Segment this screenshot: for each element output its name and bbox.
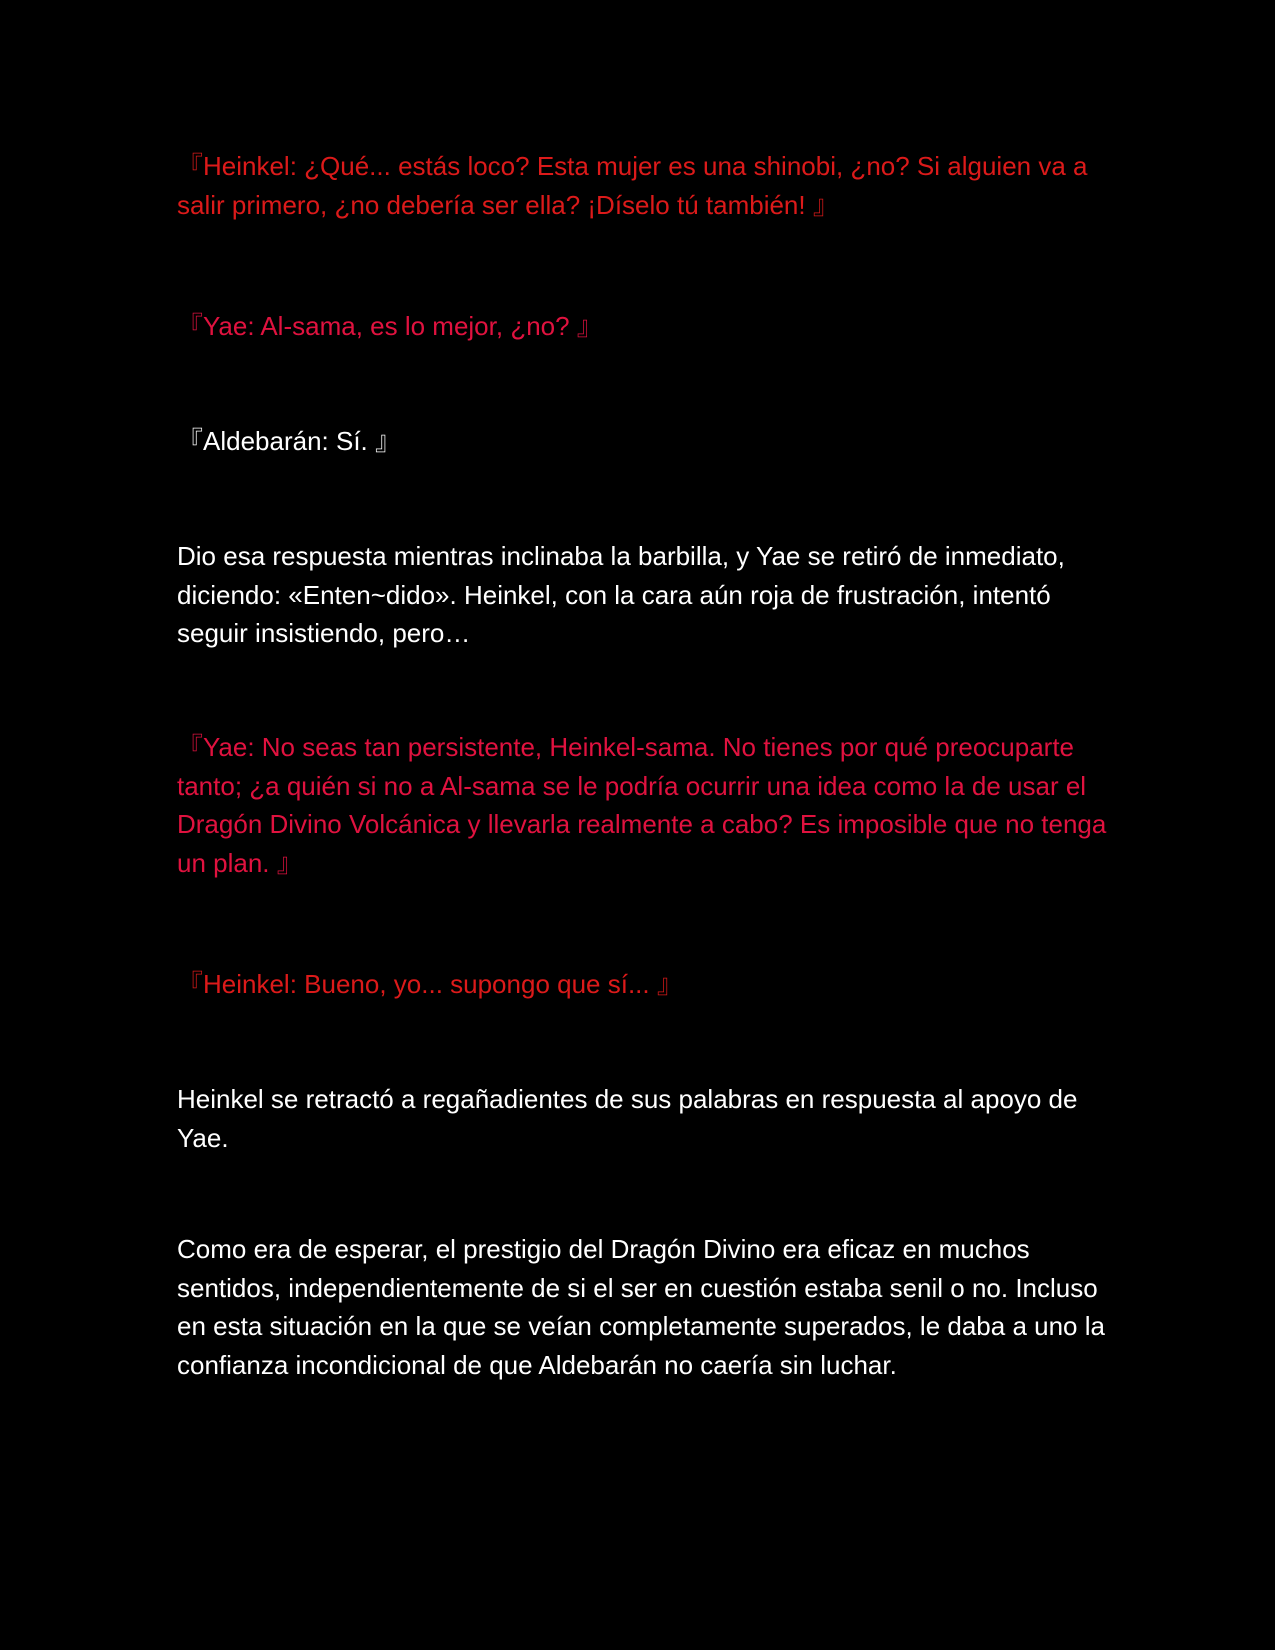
dialogue-yae-1: 『Yae: Al-sama, es lo mejor, ¿no? 』 <box>177 311 603 341</box>
dialogue-yae-2: 『Yae: No seas tan persistente, Heinkel-sama. No tienes por qué preocuparte tanto; ¿a quién si no a Al-sama se le podría ocurrir una idea como la de usar el Dragón Divino Volcánica y llevarla realmente a cabo? Es imposible que no tenga un plan. 』 <box>177 732 1107 878</box>
narration-paragraph-2: Heinkel se retractó a regañadientes de sus palabras en respuesta al apoyo de Yae. <box>177 1084 1078 1153</box>
dialogue-aldebaran-1: 『Aldebarán: Sí. 』 <box>177 426 401 456</box>
dialogue-heinkel-2: 『Heinkel: Bueno, yo... supongo que sí... 』 <box>177 969 683 999</box>
dialogue-heinkel-1: 『Heinkel: ¿Qué... estás loco? Esta mujer es una shinobi, ¿no? Si alguien va a salir primero, ¿no debería ser ella? ¡Díselo tú también! 』 <box>177 151 1088 220</box>
narration-paragraph-1: Dio esa respuesta mientras inclinaba la barbilla, y Yae se retiró de inmediato, diciendo: «Enten~dido». Heinkel, con la cara aún roja de frustración, intentó seguir insistiendo, pero… <box>177 541 1065 648</box>
narration-paragraph-3: Como era de esperar, el prestigio del Dragón Divino era eficaz en muchos sentidos, independientemente de si el ser en cuestión estaba senil o no. Incluso en esta situación en la que se veían completamente superados, le daba a uno la confianza incondicional de que Aldebarán no caería sin luchar. <box>177 1234 1105 1380</box>
